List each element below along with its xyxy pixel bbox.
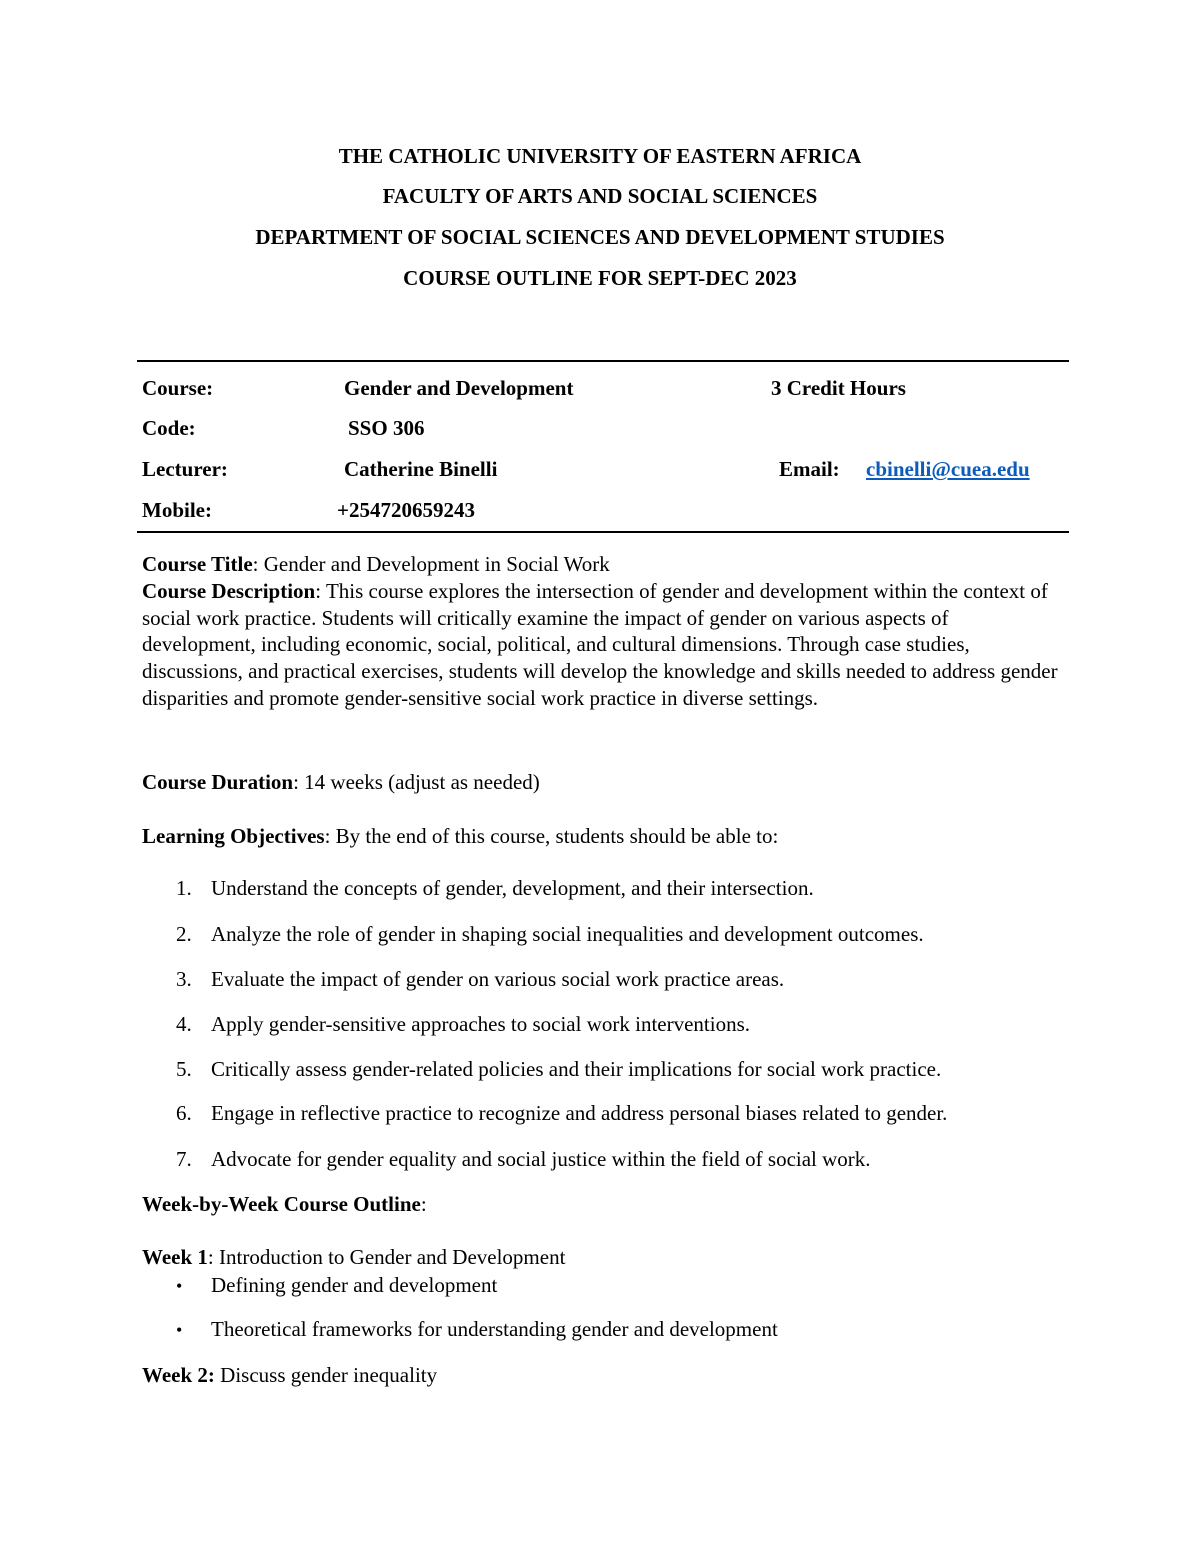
objective-item: Critically assess gender-related policies and their implications for social work practice.	[211, 1057, 942, 1081]
course-duration-label: Course Duration	[142, 770, 294, 794]
objective-item: Advocate for gender equality and social justice within the field of social work.	[211, 1147, 871, 1171]
course-label: Course:	[142, 376, 214, 400]
course-duration-para	[142, 769, 540, 796]
info-top-rule	[137, 360, 1069, 362]
week-outline-heading	[142, 1191, 427, 1218]
credit-hours: 3 Credit Hours	[771, 376, 906, 400]
bullet-icon: •	[176, 1276, 183, 1296]
bullet-icon: •	[176, 1320, 183, 1340]
lecturer-label: Lecturer:	[142, 457, 228, 481]
objective-item: Analyze the role of gender in shaping social inequalities and development outcomes.	[211, 922, 924, 946]
mobile-value: +254720659243	[337, 498, 475, 522]
objective-number: 6.	[176, 1101, 192, 1125]
week1-heading	[142, 1244, 565, 1271]
learning-objectives-para	[142, 823, 778, 850]
objective-item: Apply gender-sensitive approaches to social work interventions.	[211, 1012, 751, 1036]
code-value: SSO 306	[348, 416, 425, 440]
objective-number: 3.	[176, 967, 192, 991]
university-name: THE CATHOLIC UNIVERSITY OF EASTERN AFRICA	[338, 144, 862, 168]
objective-item: Understand the concepts of gender, development, and their intersection.	[211, 876, 814, 900]
course-description-value: : This course explores the intersection of gender and development within the context of social work practice. Students will critically examine the impact of gender on various aspects of development, including economic, social, political, and cultural dimensions. Through case studies, discussions, and practical exercises, students will develop the knowledge and skills needed to address gender disparities and promote gender-sensitive social work practice in diverse settings.	[142, 578, 1058, 710]
week2-label: Week 2:	[142, 1363, 215, 1387]
week2-heading	[142, 1362, 437, 1389]
objective-number: 2.	[176, 922, 192, 946]
week1-title: : Introduction to Gender and Development	[207, 1245, 566, 1269]
course-title-value: : Gender and Development in Social Work	[252, 552, 610, 576]
faculty-name: FACULTY OF ARTS AND SOCIAL SCIENCES	[382, 184, 818, 208]
code-label: Code:	[142, 416, 196, 440]
email-link[interactable]: cbinelli@cuea.edu	[866, 457, 1030, 481]
week1-bullet-item: Theoretical frameworks for understanding gender and development	[211, 1317, 778, 1341]
objective-number: 7.	[176, 1147, 192, 1171]
course-title-label: Course Title	[142, 552, 253, 576]
objective-item: Engage in reflective practice to recognize and address personal biases related to gender.	[211, 1101, 948, 1125]
department-name: DEPARTMENT OF SOCIAL SCIENCES AND DEVELOPMENT STUDIES	[255, 225, 945, 249]
course-duration-value: : 14 weeks (adjust as needed)	[293, 770, 540, 794]
learning-objectives-value: : By the end of this course, students should be able to:	[324, 824, 779, 848]
objective-number: 5.	[176, 1057, 192, 1081]
info-bottom-rule	[137, 531, 1069, 533]
course-value: Gender and Development	[344, 376, 574, 400]
week1-bullet-item: Defining gender and development	[211, 1273, 498, 1297]
week-outline-suffix: :	[420, 1192, 427, 1216]
objective-number: 1.	[176, 876, 192, 900]
mobile-label: Mobile:	[142, 498, 212, 522]
lecturer-value: Catherine Binelli	[344, 457, 498, 481]
week1-label: Week 1	[142, 1245, 208, 1269]
week2-title: Discuss gender inequality	[214, 1363, 438, 1387]
course-description-label: Course Description	[142, 578, 316, 603]
learning-objectives-label: Learning Objectives	[142, 824, 325, 848]
objective-number: 4.	[176, 1012, 192, 1036]
outline-heading: COURSE OUTLINE FOR SEPT-DEC 2023	[403, 266, 797, 290]
week-outline-label: Week-by-Week Course Outline	[142, 1192, 421, 1216]
email-label: Email:	[779, 457, 840, 481]
course-title-para	[142, 551, 1067, 712]
objective-item: Evaluate the impact of gender on various social work practice areas.	[211, 967, 785, 991]
